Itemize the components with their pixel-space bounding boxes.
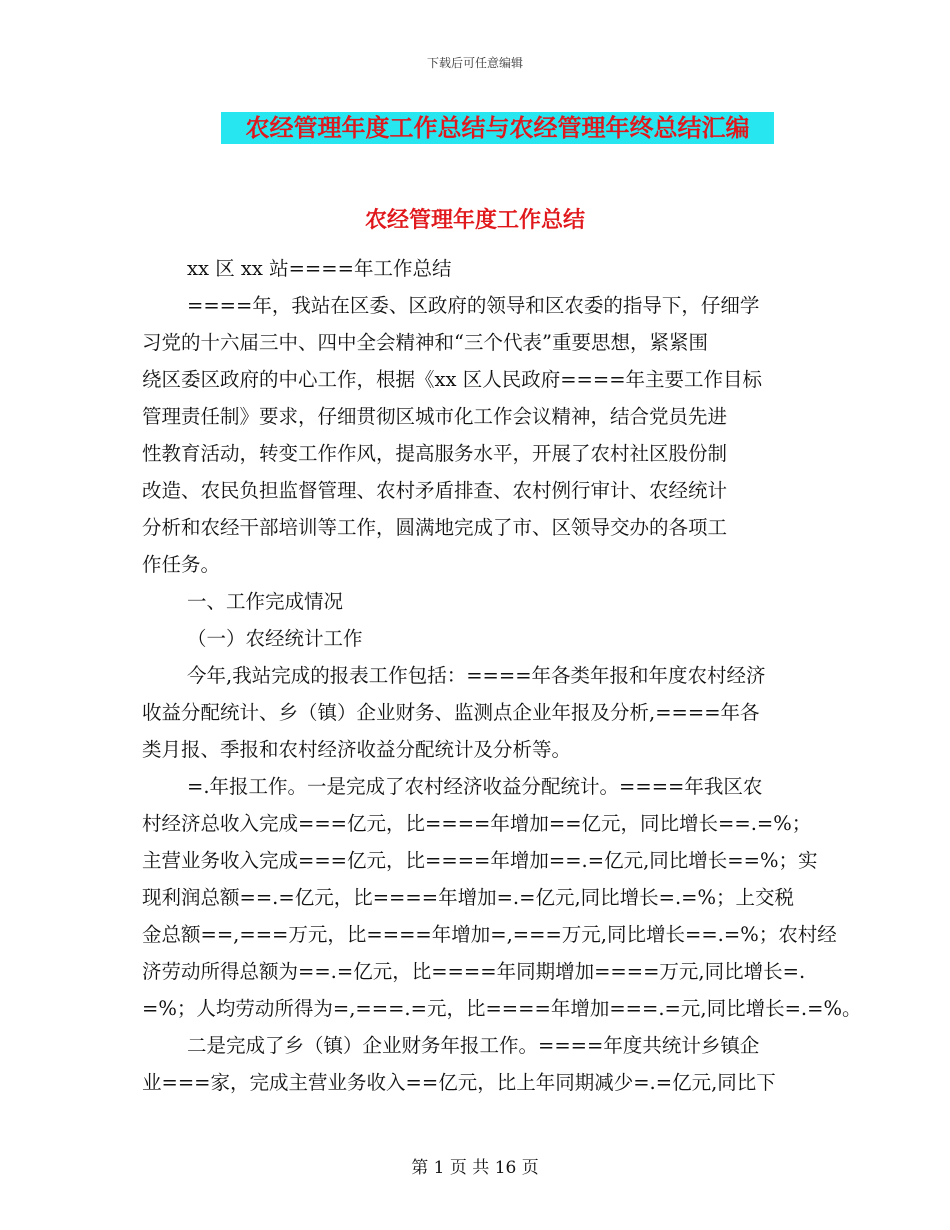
document-title: 农经管理年度工作总结与农经管理年终总结汇编 bbox=[221, 112, 774, 144]
body-line: 分析和农经干部培训等工作，圆满地完成了市、区领导交办的各项工 bbox=[142, 516, 728, 539]
body-line: 主营业务收入完成===亿元，比====年增加==.=亿元,同比增长==%；实 bbox=[142, 849, 818, 872]
body-line: 业===家，完成主营业务收入==亿元，比上年同期减少=.=亿元,同比下 bbox=[142, 1071, 776, 1094]
body-line: 绕区委区政府的中心工作，根据《xx 区人民政府====年主要工作目标 bbox=[142, 368, 763, 391]
body-text bbox=[142, 250, 862, 1101]
header-note: 下载后可任意编辑 bbox=[426, 56, 523, 70]
section-title: 农经管理年度工作总结 bbox=[364, 207, 585, 233]
body-line: 今年,我站完成的报表工作包括：====年各类年报和年度农村经济 bbox=[187, 664, 766, 687]
body-line: 金总额==,===万元，比====年增加=,===万元,同比增长==.=%；农村经 bbox=[142, 923, 837, 946]
body-line: 改造、农民负担监督管理、农村矛盾排查、农村例行审计、农经统计 bbox=[142, 479, 728, 502]
body-line: 习党的十六届三中、四中全会精神和“三个代表”重要思想，紧紧围 bbox=[142, 331, 708, 354]
body-line: 性教育活动，转变工作作风，提高服务水平，开展了农村社区股份制 bbox=[142, 442, 728, 465]
body-line: 管理责任制》要求，仔细贯彻区城市化工作会议精神，结合党员先进 bbox=[142, 405, 728, 428]
body-line: （一）农经统计工作 bbox=[187, 627, 363, 650]
body-line: 作任务。 bbox=[142, 553, 221, 576]
body-line: 一、工作完成情况 bbox=[187, 590, 344, 613]
page-footer: 第 1 页 共 16 页 bbox=[411, 1158, 539, 1178]
body-line: =%；人均劳动所得为=,===.=元，比====年增加===.=元,同比增长=.=%。 bbox=[142, 997, 862, 1020]
body-line: 济劳动所得总额为==.=亿元，比====年同期增加====万元,同比增长=. bbox=[142, 960, 806, 983]
body-line: xx 区 xx 站====年工作总结 bbox=[187, 257, 452, 280]
body-line: 现利润总额==.=亿元，比====年增加=.=亿元,同比增长=.=%；上交税 bbox=[142, 886, 795, 909]
body-line: 二是完成了乡（镇）企业财务年报工作。====年度共统计乡镇企 bbox=[187, 1034, 760, 1057]
body-line: 收益分配统计、乡（镇）企业财务、监测点企业年报及分析,====年各 bbox=[142, 701, 760, 724]
body-line: ====年，我站在区委、区政府的领导和区农委的指导下，仔细学 bbox=[187, 294, 760, 317]
body-line: 类月报、季报和农村经济收益分配统计及分析等。 bbox=[142, 738, 572, 761]
body-line: 村经济总收入完成===亿元，比====年增加==亿元，同比增长==.=%； bbox=[142, 812, 812, 835]
body-line: =.年报工作。一是完成了农村经济收益分配统计。====年我区农 bbox=[187, 775, 763, 798]
